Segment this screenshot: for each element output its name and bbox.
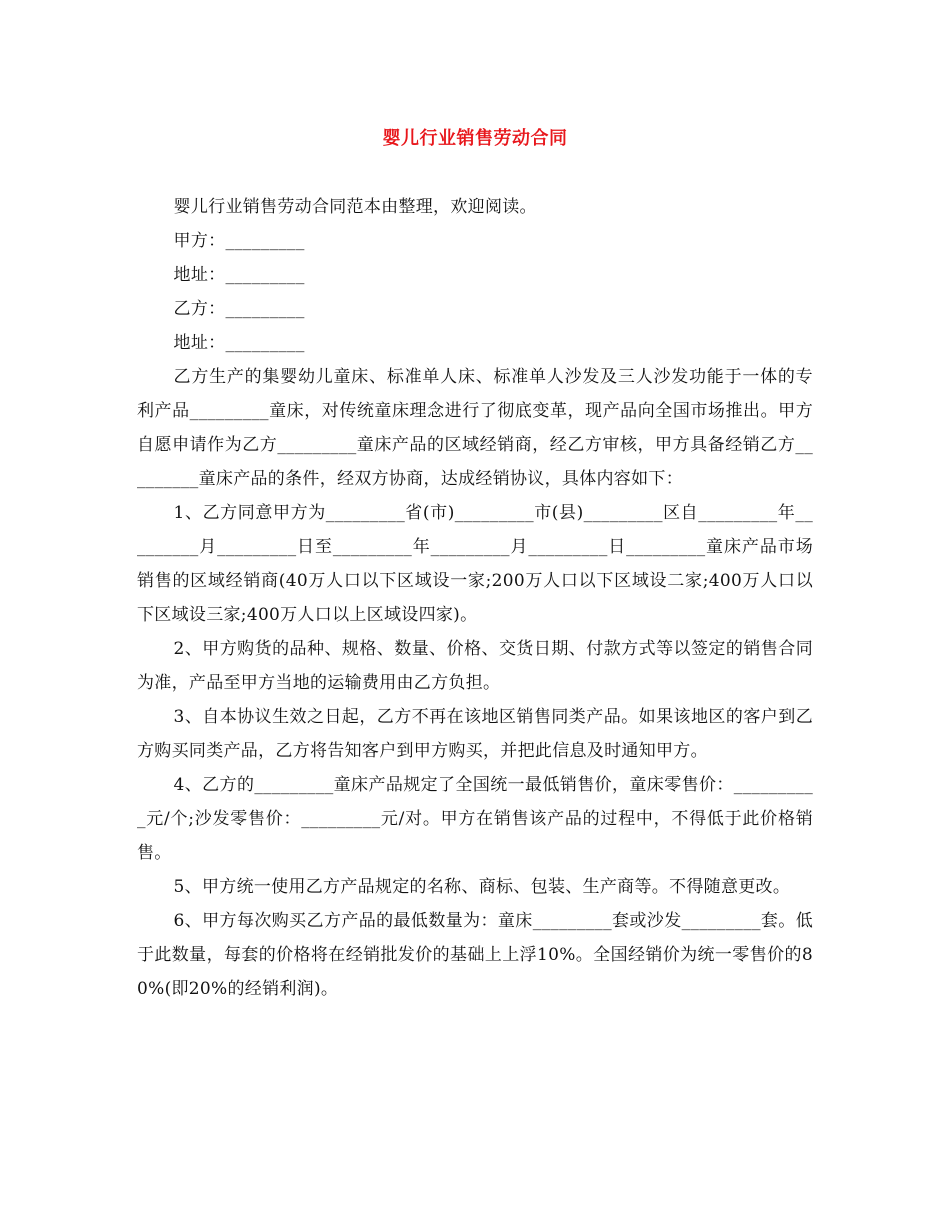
party-b-line: 乙方：_________ xyxy=(173,299,305,319)
preamble-paragraph: 乙方生产的集婴幼儿童床、标准单人床、标准单人沙发及三人沙发功能于一体的专利产品_________童床，对传统童床理念进行了彻底变革，现产品向全国市场推出。甲方自愿申请作为乙方_________童床产品的区域经销商，经乙方审核，甲方具备经销乙方_________童床产品的条件，经双方协商，达成经销协议，具体内容如下： xyxy=(137,367,813,489)
document-body xyxy=(137,190,813,1006)
clause-3: 3、自本协议生效之日起，乙方不再在该地区销售同类产品。如果该地区的客户到乙方购买同类产品，乙方将告知客户到甲方购买，并把此信息及时通知甲方。 xyxy=(137,707,813,761)
party-b-address-line: 地址：_________ xyxy=(173,333,305,353)
intro-paragraph: 婴儿行业销售劳动合同范本由整理，欢迎阅读。 xyxy=(173,197,537,217)
clause-6: 6、甲方每次购买乙方产品的最低数量为：童床_________套或沙发_________套。低于此数量，每套的价格将在经销批发价的基础上上浮10%。全国经销价为统一零售价的80%(即20%的经销利润)。 xyxy=(137,911,813,999)
party-a-address-line: 地址：_________ xyxy=(173,265,305,285)
document-title: 婴儿行业销售劳动合同 xyxy=(382,128,568,149)
clause-1: 1、乙方同意甲方为_________省(市)_________市(县)_________区自_________年_________月_________日至_________年_________月_________日_________童床产品市场销售的区域经销商(40万人口以下区域设一家;200万人口以下区域设二家;400万人口以下区域设三家;400万人口以上区域设四家)。 xyxy=(137,503,813,625)
clause-2: 2、甲方购货的品种、规格、数量、价格、交货日期、付款方式等以签定的销售合同为准，产品至甲方当地的运输费用由乙方负担。 xyxy=(137,639,813,693)
party-a-line: 甲方：_________ xyxy=(173,231,305,251)
clause-4: 4、乙方的_________童床产品规定了全国统一最低销售价，童床零售价：__________元/个;沙发零售价：_________元/对。甲方在销售该产品的过程中，不得低于此价格销售。 xyxy=(137,775,813,863)
clause-5: 5、甲方统一使用乙方产品规定的名称、商标、包装、生产商等。不得随意更改。 xyxy=(173,877,791,897)
